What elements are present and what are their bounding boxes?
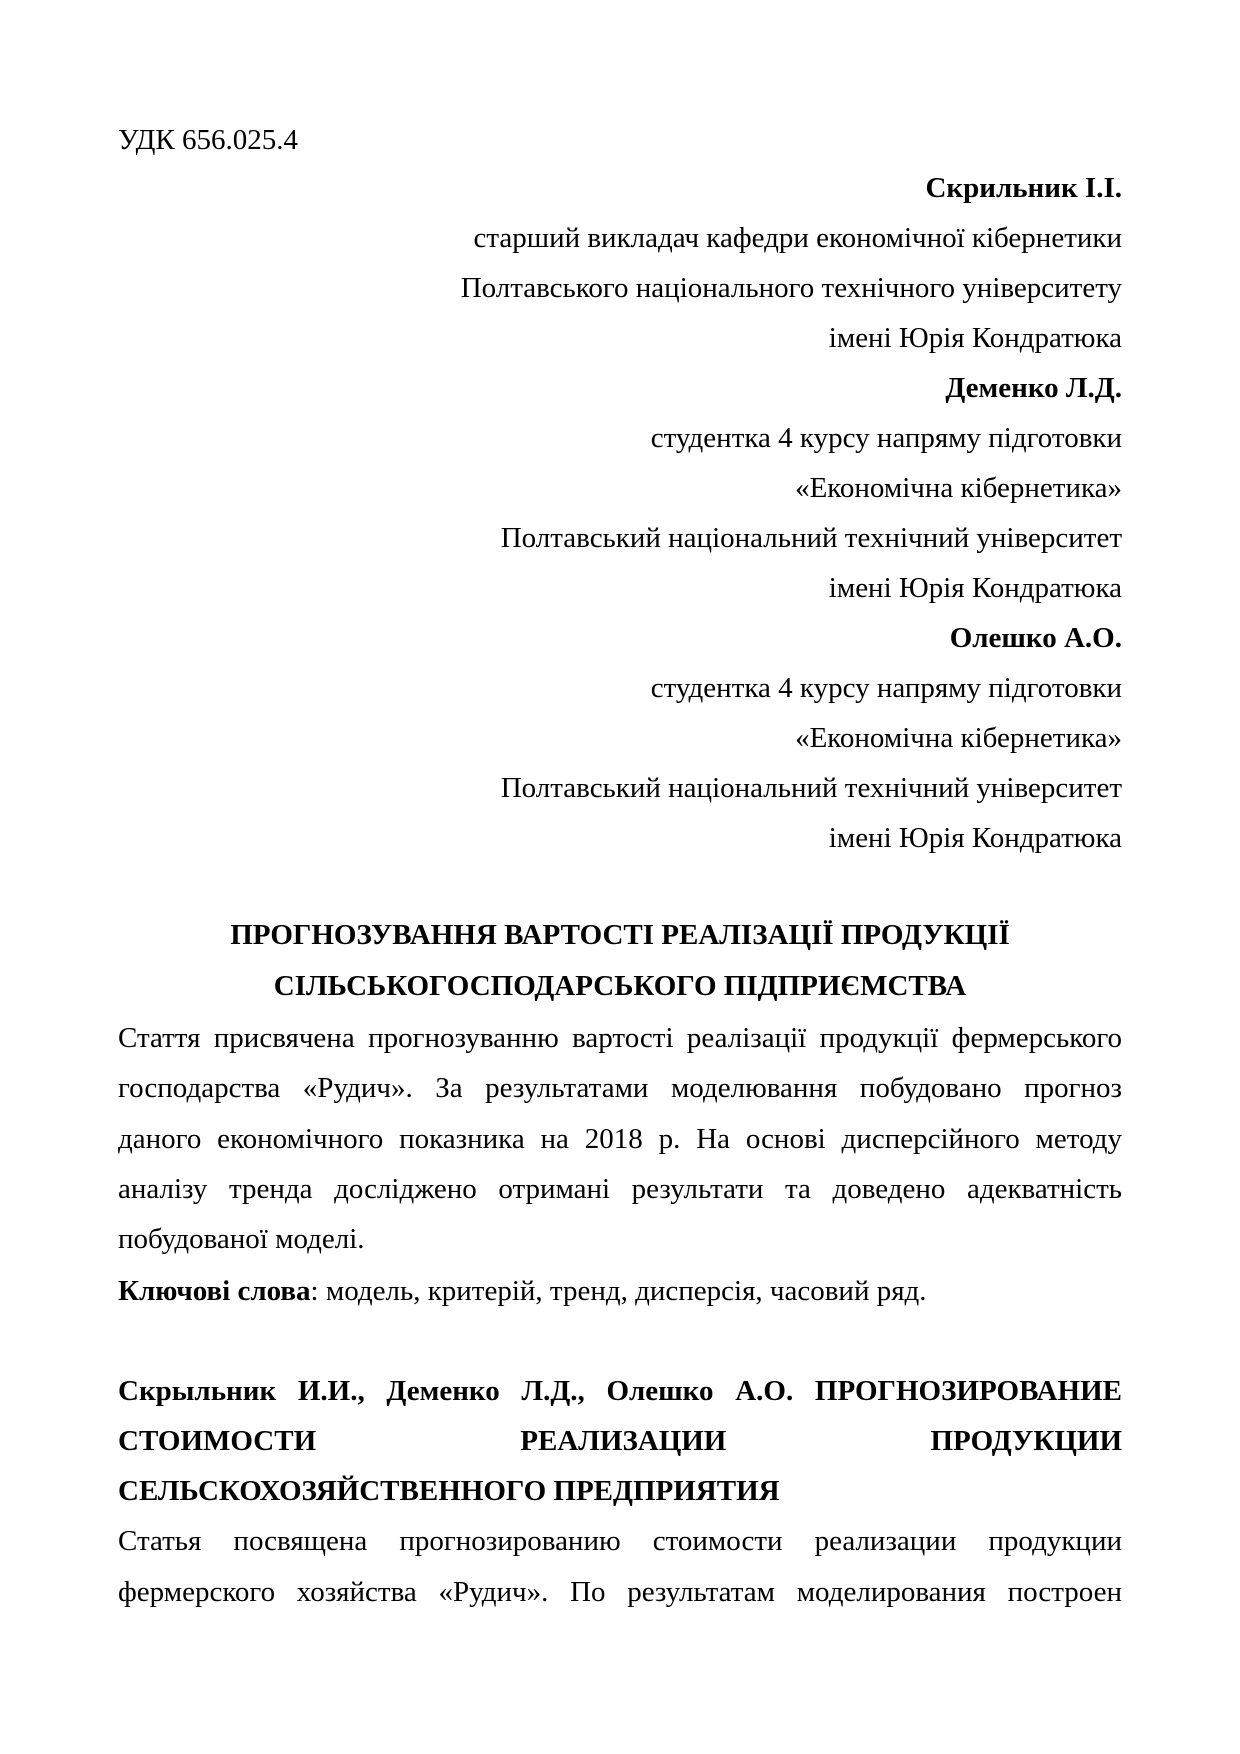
- abstract-ru-line: фермерского хозяйства «Рудич». По результатам моделирования построен: [118, 1576, 1122, 1608]
- author-affiliation: Полтавський національний технічний університет: [500, 522, 1122, 554]
- title-ua: СІЛЬСЬКОГОСПОДАРСЬКОГО ПІДПРИЄМСТВА: [273, 970, 967, 1002]
- author-affiliation: старший викладач кафедри економічної кібернетики: [473, 222, 1122, 254]
- abstract-ua-line: господарства «Рудич». За результатами моделювання побудовано прогноз: [118, 1072, 1122, 1104]
- abstract-ru-line: Статья посвящена прогнозированию стоимости реализации продукции: [118, 1525, 1122, 1557]
- keywords-text: : модель, критерій, тренд, дисперсія, часовий ряд.: [310, 1275, 927, 1307]
- author-name: Олешко А.О.: [949, 622, 1122, 654]
- abstract-ua-line: аналізу тренда досліджено отримані результати та доведено адекватність: [118, 1173, 1122, 1205]
- title-ru: СЕЛЬСКОХОЗЯЙСТВЕННОГО ПРЕДПРИЯТИЯ: [118, 1475, 780, 1507]
- author-affiliation: імені Юрія Кондратюка: [828, 822, 1122, 854]
- author-name: Скрильник І.І.: [925, 172, 1122, 204]
- title-ua: ПРОГНОЗУВАННЯ ВАРТОСТІ РЕАЛІЗАЦІЇ ПРОДУКЦІЇ: [230, 919, 1010, 951]
- abstract-ua-line: даного економічного показника на 2018 р. На основі дисперсійного методу: [118, 1123, 1122, 1155]
- author-affiliation: студентка 4 курсу напряму підготовки: [650, 672, 1122, 704]
- keywords-ua: [118, 1266, 1122, 1316]
- author-affiliation: імені Юрія Кондратюка: [828, 572, 1122, 604]
- author-name: Деменко Л.Д.: [945, 372, 1122, 404]
- abstract-ua-line: побудованої моделі.: [118, 1223, 365, 1255]
- keywords-label: Ключові слова: [118, 1275, 311, 1307]
- udc-code: УДК 656.025.4: [118, 124, 298, 156]
- title-ru: Скрыльник И.И., Деменко Л.Д., Олешко А.О. ПРОГНОЗИРОВАНИЕ: [118, 1375, 1122, 1407]
- title-ru: СТОИМОСТИ РЕАЛИЗАЦИИ ПРОДУКЦИИ: [118, 1425, 1122, 1457]
- author-affiliation: «Економічна кібернетика»: [795, 722, 1122, 754]
- author-affiliation: імені Юрія Кондратюка: [828, 322, 1122, 354]
- author-affiliation: Полтавський національний технічний університет: [500, 772, 1122, 804]
- author-affiliation: «Економічна кібернетика»: [795, 472, 1122, 504]
- author-affiliation: студентка 4 курсу напряму підготовки: [650, 422, 1122, 454]
- author-affiliation: Полтавського національного технічного університету: [460, 272, 1122, 304]
- abstract-ua-line: Стаття присвячена прогнозуванню вартості реалізації продукції фермерського: [118, 1022, 1122, 1054]
